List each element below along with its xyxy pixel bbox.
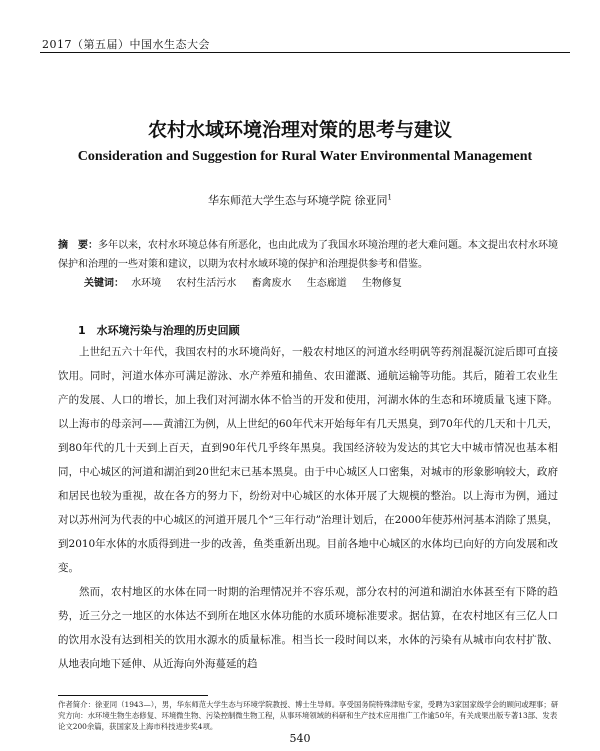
paragraph: 上世纪五六十年代，我国农村的水环境尚好，一般农村地区的河道水经明矾等药剂混凝沉淀后即可直接饮用。同时，河道水体亦可满足游泳、水产养殖和捕鱼、农田灌溉、通航运输等功能。其后，随着工农业生产的发展、人口的增长，加上我们对河湖水体不恰当的开发和使用，河湖水体的生态和环境质量飞速下降。以上海市的母亲河——黄浦江为例，从上世纪的60年代末开始每年有几天黑臭，到70年代的几天和十几天，到80年代的几十天到上百天，直到90年代几乎终年黑臭。我国经济较为发达的其它大中城市情况也基本相同，中心城区的河道和湖泊到20世纪末已基本黑臭。由于中心城区人口密集，对城市的形象影响较大，政府和居民也较为重视，故在各方的努力下，纷纷对中心城区的水体开展了大规模的整治。以上海市为例，通过对以苏州河为代表的中心城区的河道开展几个“三年行动”治理计划后，在2000年使苏州河基本消除了黑臭，到2010年水体的水质得到进一步的改善，鱼类重新出现。目前各地中心城区的水体均已向好的方向发展和改变。: [58, 346, 558, 574]
author-footnote-mark: 1: [387, 193, 392, 202]
page-number: 540: [289, 732, 311, 745]
footnote-rule: [58, 695, 208, 696]
keyword: 生物修复: [361, 278, 402, 289]
keyword: 生态廊道: [306, 278, 347, 289]
author-line: [0, 192, 600, 208]
keywords-label: 关键词：: [84, 278, 124, 289]
paragraph: 然而，农村地区的水体在同一时期的治理情况并不容乐观，部分农村的河道和湖泊水体甚至有下降的趋势，近三分之一地区的水体达不到所在地区水体功能的水质环境标准要求。据估算，在农村地区有三亿人口的饮用水没有达到相关的饮用水源水的质量标准。相当长一段时间以来，水体的污染有从城市向农村扩散、从地表向地下延伸、从近海向外海蔓延的趋: [58, 586, 558, 670]
title-english: Consideration and Suggestion for Rural Water Environmental Management: [77, 149, 533, 164]
footnote: 作者简介：徐亚同（1943—），男，华东师范大学生态与环境学院教授、博士生导师。享受国务院特殊津贴专家，受聘为3家国家级学会的顾问或理事；研究方向：水环境生物生态修复、环境微生物、污染控制微生物工程，从事环境领域的科研和生产技术应用推广工作逾50年，有关成果出版专著13部、发表论文200余篇，获国家及上海市科技进步奖4项。: [58, 700, 559, 731]
running-header: 2017（第五届）中国水生态大会: [42, 38, 210, 51]
keyword: 畜禽废水: [251, 278, 292, 289]
abstract-label: 摘 要：: [58, 240, 98, 251]
abstract-text: 多年以来，农村水环境总体有所恶化，也由此成为了我国水环境治理的老大难问题。本文提出农村水环境保护和治理的一些对策和建议，以期为农村水域环境的保护和治理提供参考和借鉴。: [58, 240, 558, 270]
keyword: 农村生活污水: [176, 278, 237, 289]
author-text: 华东师范大学生态与环境学院 徐亚同: [208, 194, 388, 207]
title-chinese: 农村水域环境治理对策的思考与建议: [147, 119, 452, 141]
keywords: [84, 276, 554, 292]
section-heading: 1 水环境污染与治理的历史回顾: [78, 324, 240, 337]
abstract: [58, 236, 558, 274]
keyword: 水环境: [131, 278, 162, 289]
header-rule: [40, 52, 570, 53]
body-text: [58, 340, 558, 676]
